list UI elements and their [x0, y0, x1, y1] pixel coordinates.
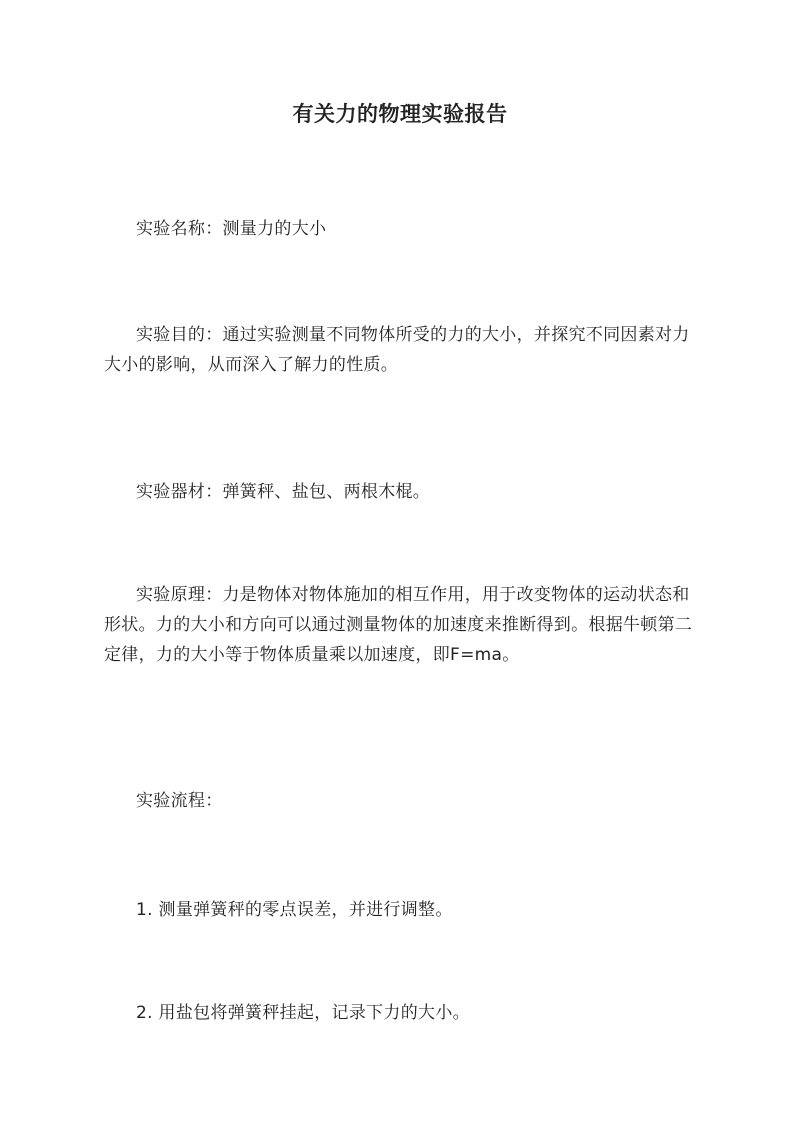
experiment-principle-paragraph: 实验原理：力是物体对物体施加的相互作用，用于改变物体的运动状态和形状。力的大小和方向可以通过测量物体的加速度来推断得到。根据牛顿第二定律，力的大小等于物体质量乘以加速度，即F=ma。: [104, 585, 693, 665]
procedure-heading: 实验流程：: [136, 791, 223, 811]
procedure-step-1: 1. 测量弹簧秤的零点误差，并进行调整。: [136, 900, 453, 920]
experiment-purpose-paragraph: 实验目的：通过实验测量不同物体所受的力的大小，并探究不同因素对力大小的影响，从而深入了解力的性质。: [104, 325, 690, 375]
procedure-step-2: 2. 用盐包将弹簧秤挂起，记录下力的大小。: [136, 1003, 470, 1023]
document-title: 有关力的物理实验报告: [292, 101, 508, 126]
experiment-equipment-paragraph: 实验器材：弹簧秤、盐包、两根木棍。: [136, 482, 431, 502]
experiment-name-paragraph: 实验名称：测量力的大小: [136, 219, 327, 239]
